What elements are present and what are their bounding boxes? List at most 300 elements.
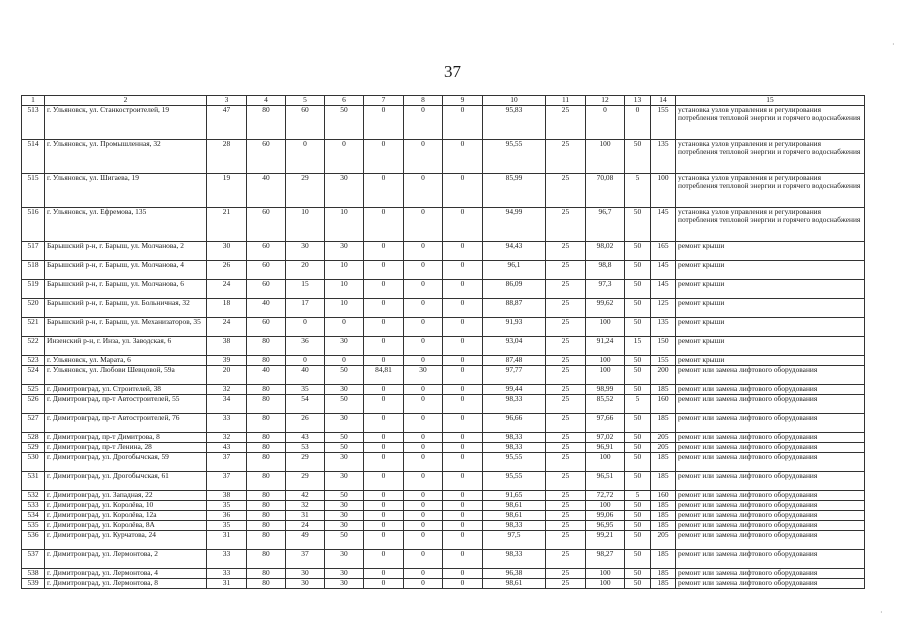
value-cell: 37	[207, 471, 247, 490]
value-cell: 5	[625, 173, 651, 207]
value-cell: 30	[325, 241, 364, 260]
value-cell: 84,81	[364, 365, 404, 384]
row-number-cell: 515	[22, 173, 45, 207]
row-number-cell: 525	[22, 384, 45, 394]
value-cell: 31	[207, 578, 247, 588]
value-cell: 205	[651, 442, 676, 452]
value-cell: 0	[364, 317, 404, 336]
value-cell: 80	[247, 355, 286, 365]
value-cell: 5	[625, 490, 651, 500]
value-cell: 0	[404, 173, 443, 207]
row-number-cell: 521	[22, 317, 45, 336]
address-cell: г. Димитровград, ул. Лермонтова, 2	[45, 549, 207, 568]
value-cell: 37	[286, 549, 325, 568]
value-cell: 135	[651, 139, 676, 173]
value-cell: 60	[247, 279, 286, 298]
value-cell: 25	[546, 105, 586, 139]
value-cell: 0	[404, 432, 443, 442]
value-cell: 80	[247, 336, 286, 355]
value-cell: 0	[443, 432, 483, 442]
value-cell: 50	[625, 207, 651, 241]
address-cell: г. Ульяновск, ул. Станкостроителей, 19	[45, 105, 207, 139]
value-cell: 185	[651, 520, 676, 530]
value-cell: 0	[364, 510, 404, 520]
value-cell: 85,99	[483, 173, 546, 207]
value-cell: 0	[404, 452, 443, 471]
value-cell: 50	[325, 442, 364, 452]
value-cell: 25	[546, 365, 586, 384]
value-cell: 100	[586, 452, 625, 471]
value-cell: 0	[443, 207, 483, 241]
value-cell: 50	[625, 520, 651, 530]
value-cell: 0	[325, 139, 364, 173]
value-cell: 18	[207, 298, 247, 317]
work-type-cell: ремонт крыши	[676, 355, 865, 365]
value-cell: 0	[404, 394, 443, 413]
work-type-cell: ремонт или замена лифтового оборудования	[676, 510, 865, 520]
value-cell: 145	[651, 260, 676, 279]
value-cell: 0	[443, 549, 483, 568]
work-type-cell: ремонт или замена лифтового оборудования	[676, 549, 865, 568]
value-cell: 0	[443, 568, 483, 578]
value-cell: 0	[364, 173, 404, 207]
value-cell: 40	[286, 365, 325, 384]
col-header: 7	[364, 96, 404, 106]
value-cell: 100	[586, 355, 625, 365]
value-cell: 0	[364, 549, 404, 568]
work-type-cell: ремонт крыши	[676, 260, 865, 279]
row-number-cell: 519	[22, 279, 45, 298]
value-cell: 35	[207, 520, 247, 530]
value-cell: 0	[443, 413, 483, 432]
value-cell: 30	[325, 471, 364, 490]
work-type-cell: ремонт или замена лифтового оборудования	[676, 384, 865, 394]
value-cell: 30	[325, 384, 364, 394]
value-cell: 50	[325, 365, 364, 384]
value-cell: 97,5	[483, 530, 546, 549]
value-cell: 25	[546, 471, 586, 490]
value-cell: 98,99	[586, 384, 625, 394]
value-cell: 0	[443, 279, 483, 298]
table-row	[22, 336, 865, 355]
value-cell: 80	[247, 452, 286, 471]
work-type-cell: ремонт крыши	[676, 241, 865, 260]
value-cell: 30	[325, 500, 364, 510]
value-cell: 43	[207, 442, 247, 452]
value-cell: 25	[546, 432, 586, 442]
value-cell: 95,55	[483, 471, 546, 490]
value-cell: 0	[404, 260, 443, 279]
value-cell: 0	[364, 568, 404, 578]
value-cell: 0	[443, 530, 483, 549]
value-cell: 98,02	[586, 241, 625, 260]
col-header: 11	[546, 96, 586, 106]
value-cell: 33	[207, 568, 247, 578]
table-row	[22, 500, 865, 510]
value-cell: 98,61	[483, 510, 546, 520]
value-cell: 0	[364, 207, 404, 241]
work-type-cell: ремонт или замена лифтового оборудования	[676, 442, 865, 452]
value-cell: 0	[364, 442, 404, 452]
register-table	[21, 95, 865, 589]
address-cell: г. Димитровград, ул. Королёва, 12а	[45, 510, 207, 520]
value-cell: 50	[625, 413, 651, 432]
value-cell: 29	[286, 173, 325, 207]
value-cell: 87,48	[483, 355, 546, 365]
value-cell: 100	[586, 365, 625, 384]
value-cell: 50	[625, 442, 651, 452]
value-cell: 30	[207, 241, 247, 260]
value-cell: 99,44	[483, 384, 546, 394]
value-cell: 25	[546, 510, 586, 520]
value-cell: 10	[286, 207, 325, 241]
value-cell: 155	[651, 355, 676, 365]
row-number-cell: 516	[22, 207, 45, 241]
value-cell: 99,06	[586, 510, 625, 520]
value-cell: 0	[404, 490, 443, 500]
value-cell: 91,24	[586, 336, 625, 355]
col-header: 14	[651, 96, 676, 106]
value-cell: 80	[247, 394, 286, 413]
col-header: 8	[404, 96, 443, 106]
value-cell: 0	[443, 578, 483, 588]
value-cell: 0	[286, 139, 325, 173]
value-cell: 20	[207, 365, 247, 384]
value-cell: 50	[625, 139, 651, 173]
row-number-cell: 522	[22, 336, 45, 355]
work-type-cell: ремонт крыши	[676, 279, 865, 298]
value-cell: 25	[546, 317, 586, 336]
value-cell: 80	[247, 578, 286, 588]
value-cell: 30	[325, 173, 364, 207]
row-number-cell: 517	[22, 241, 45, 260]
value-cell: 0	[404, 105, 443, 139]
table-row	[22, 260, 865, 279]
value-cell: 26	[207, 260, 247, 279]
value-cell: 155	[651, 105, 676, 139]
value-cell: 0	[404, 568, 443, 578]
address-cell: г. Ульяновск, ул. Шигаева, 19	[45, 173, 207, 207]
table-row	[22, 452, 865, 471]
value-cell: 50	[325, 432, 364, 442]
row-number-cell: 520	[22, 298, 45, 317]
value-cell: 25	[546, 298, 586, 317]
value-cell: 50	[625, 578, 651, 588]
value-cell: 100	[586, 139, 625, 173]
value-cell: 50	[625, 355, 651, 365]
value-cell: 0	[325, 355, 364, 365]
value-cell: 15	[625, 336, 651, 355]
value-cell: 60	[247, 241, 286, 260]
address-cell: г. Димитровград, ул. Западная, 22	[45, 490, 207, 500]
value-cell: 0	[443, 139, 483, 173]
value-cell: 0	[443, 490, 483, 500]
value-cell: 96,7	[586, 207, 625, 241]
work-type-cell: ремонт или замена лифтового оборудования	[676, 471, 865, 490]
value-cell: 80	[247, 490, 286, 500]
col-header: 5	[286, 96, 325, 106]
address-cell: Барышский р-н, г. Барыш, ул. Молчанова, 6	[45, 279, 207, 298]
value-cell: 185	[651, 578, 676, 588]
value-cell: 100	[651, 173, 676, 207]
value-cell: 0	[443, 365, 483, 384]
table-row	[22, 578, 865, 588]
value-cell: 185	[651, 413, 676, 432]
address-cell: г. Димитровград, ул. Лермонтова, 4	[45, 568, 207, 578]
value-cell: 30	[325, 413, 364, 432]
value-cell: 50	[625, 510, 651, 520]
value-cell: 98,61	[483, 578, 546, 588]
value-cell: 24	[207, 279, 247, 298]
value-cell: 0	[443, 471, 483, 490]
value-cell: 96,91	[586, 442, 625, 452]
value-cell: 0	[443, 298, 483, 317]
value-cell: 91,93	[483, 317, 546, 336]
row-number-cell: 537	[22, 549, 45, 568]
col-header: 4	[247, 96, 286, 106]
address-cell: г. Димитровград, ул. Лермонтова, 8	[45, 578, 207, 588]
address-cell: г. Димитровград, ул. Королёва, 10	[45, 500, 207, 510]
value-cell: 10	[325, 298, 364, 317]
address-cell: г. Димитровград, пр-т Автостроителей, 76	[45, 413, 207, 432]
value-cell: 5	[625, 394, 651, 413]
value-cell: 205	[651, 432, 676, 442]
value-cell: 0	[404, 578, 443, 588]
value-cell: 0	[364, 471, 404, 490]
value-cell: 0	[404, 139, 443, 173]
value-cell: 96,51	[586, 471, 625, 490]
value-cell: 40	[247, 365, 286, 384]
row-number-cell: 527	[22, 413, 45, 432]
value-cell: 30	[325, 510, 364, 520]
value-cell: 30	[286, 568, 325, 578]
table-row	[22, 530, 865, 549]
value-cell: 20	[286, 260, 325, 279]
value-cell: 96,66	[483, 413, 546, 432]
value-cell: 100	[586, 500, 625, 510]
value-cell: 0	[404, 510, 443, 520]
table-row	[22, 279, 865, 298]
value-cell: 0	[364, 298, 404, 317]
value-cell: 100	[586, 578, 625, 588]
value-cell: 25	[546, 384, 586, 394]
work-type-cell: ремонт или замена лифтового оборудования	[676, 578, 865, 588]
value-cell: 0	[443, 452, 483, 471]
value-cell: 50	[625, 317, 651, 336]
value-cell: 43	[286, 432, 325, 442]
value-cell: 185	[651, 500, 676, 510]
value-cell: 35	[207, 500, 247, 510]
value-cell: 30	[286, 578, 325, 588]
col-header: 3	[207, 96, 247, 106]
page-number: 37	[444, 62, 461, 81]
value-cell: 26	[286, 413, 325, 432]
value-cell: 94,43	[483, 241, 546, 260]
work-type-cell: ремонт или замена лифтового оборудования	[676, 413, 865, 432]
row-number-cell: 518	[22, 260, 45, 279]
value-cell: 25	[546, 568, 586, 578]
value-cell: 80	[247, 510, 286, 520]
address-cell: г. Димитровград, ул. Курчатова, 24	[45, 530, 207, 549]
table-row	[22, 520, 865, 530]
value-cell: 70,08	[586, 173, 625, 207]
value-cell: 96,38	[483, 568, 546, 578]
row-number-cell: 523	[22, 355, 45, 365]
work-type-cell: ремонт или замена лифтового оборудования	[676, 490, 865, 500]
address-cell: г. Ульяновск, ул. Промышленная, 32	[45, 139, 207, 173]
work-type-cell: ремонт крыши	[676, 298, 865, 317]
scan-edge-mark: ·	[880, 608, 883, 617]
value-cell: 0	[443, 520, 483, 530]
value-cell: 35	[286, 384, 325, 394]
value-cell: 0	[404, 520, 443, 530]
value-cell: 25	[546, 530, 586, 549]
value-cell: 0	[286, 355, 325, 365]
value-cell: 205	[651, 530, 676, 549]
value-cell: 25	[546, 578, 586, 588]
value-cell: 0	[443, 442, 483, 452]
value-cell: 50	[625, 241, 651, 260]
value-cell: 25	[546, 173, 586, 207]
value-cell: 80	[247, 520, 286, 530]
value-cell: 25	[546, 241, 586, 260]
value-cell: 98,8	[586, 260, 625, 279]
value-cell: 0	[443, 336, 483, 355]
value-cell: 47	[207, 105, 247, 139]
value-cell: 0	[364, 394, 404, 413]
table-row	[22, 384, 865, 394]
table-row	[22, 510, 865, 520]
work-type-cell: установка узлов управления и регулирования потребления тепловой энергии и горячего водоснабжения	[676, 173, 865, 207]
value-cell: 97,3	[586, 279, 625, 298]
work-type-cell: установка узлов управления и регулирования потребления тепловой энергии и горячего водоснабжения	[676, 105, 865, 139]
value-cell: 50	[625, 530, 651, 549]
value-cell: 36	[286, 336, 325, 355]
value-cell: 30	[325, 568, 364, 578]
value-cell: 0	[404, 384, 443, 394]
value-cell: 185	[651, 452, 676, 471]
value-cell: 0	[404, 442, 443, 452]
value-cell: 0	[364, 578, 404, 588]
table-row	[22, 298, 865, 317]
value-cell: 98,33	[483, 442, 546, 452]
table-row	[22, 394, 865, 413]
value-cell: 25	[546, 490, 586, 500]
value-cell: 185	[651, 549, 676, 568]
value-cell: 97,66	[586, 413, 625, 432]
value-cell: 145	[651, 207, 676, 241]
value-cell: 30	[404, 365, 443, 384]
table-row	[22, 471, 865, 490]
value-cell: 25	[546, 355, 586, 365]
col-header: 6	[325, 96, 364, 106]
value-cell: 80	[247, 530, 286, 549]
value-cell: 60	[247, 317, 286, 336]
value-cell: 0	[586, 105, 625, 139]
value-cell: 25	[546, 139, 586, 173]
value-cell: 0	[364, 384, 404, 394]
table-row	[22, 442, 865, 452]
value-cell: 42	[286, 490, 325, 500]
table-row	[22, 490, 865, 500]
value-cell: 31	[207, 530, 247, 549]
value-cell: 145	[651, 279, 676, 298]
value-cell: 0	[364, 520, 404, 530]
value-cell: 19	[207, 173, 247, 207]
value-cell: 135	[651, 317, 676, 336]
value-cell: 80	[247, 471, 286, 490]
value-cell: 72,72	[586, 490, 625, 500]
value-cell: 37	[207, 452, 247, 471]
address-cell: г. Димитровград, ул. Королёва, 8А	[45, 520, 207, 530]
value-cell: 80	[247, 549, 286, 568]
row-number-cell: 536	[22, 530, 45, 549]
value-cell: 25	[546, 549, 586, 568]
value-cell: 96,95	[586, 520, 625, 530]
value-cell: 0	[286, 317, 325, 336]
value-cell: 60	[247, 207, 286, 241]
value-cell: 80	[247, 500, 286, 510]
work-type-cell: ремонт или замена лифтового оборудования	[676, 530, 865, 549]
value-cell: 0	[404, 207, 443, 241]
value-cell: 97,77	[483, 365, 546, 384]
value-cell: 50	[625, 260, 651, 279]
value-cell: 125	[651, 298, 676, 317]
address-cell: Инзенский р-н, г. Инза, ул. Заводская, 6	[45, 336, 207, 355]
value-cell: 33	[207, 413, 247, 432]
value-cell: 25	[546, 452, 586, 471]
value-cell: 10	[325, 279, 364, 298]
table-row	[22, 317, 865, 336]
value-cell: 160	[651, 490, 676, 500]
value-cell: 30	[325, 549, 364, 568]
value-cell: 25	[546, 413, 586, 432]
col-header: 15	[676, 96, 865, 106]
value-cell: 29	[286, 452, 325, 471]
row-number-cell: 531	[22, 471, 45, 490]
value-cell: 80	[247, 105, 286, 139]
address-cell: г. Ульяновск, ул. Ефремова, 135	[45, 207, 207, 241]
value-cell: 95,55	[483, 452, 546, 471]
table-row	[22, 207, 865, 241]
scan-edge-mark: ·	[892, 40, 895, 49]
header-row	[22, 96, 865, 106]
value-cell: 38	[207, 490, 247, 500]
value-cell: 32	[286, 500, 325, 510]
work-type-cell: ремонт крыши	[676, 317, 865, 336]
row-number-cell: 534	[22, 510, 45, 520]
value-cell: 40	[247, 173, 286, 207]
work-type-cell: установка узлов управления и регулирования потребления тепловой энергии и горячего водоснабжения	[676, 207, 865, 241]
value-cell: 0	[364, 432, 404, 442]
value-cell: 80	[247, 442, 286, 452]
value-cell: 0	[443, 173, 483, 207]
value-cell: 0	[625, 105, 651, 139]
row-number-cell: 514	[22, 139, 45, 173]
work-type-cell: ремонт или замена лифтового оборудования	[676, 452, 865, 471]
table-body	[22, 105, 865, 588]
address-cell: Барышский р-н, г. Барыш, ул. Больничная, 32	[45, 298, 207, 317]
value-cell: 36	[207, 510, 247, 520]
value-cell: 185	[651, 568, 676, 578]
value-cell: 39	[207, 355, 247, 365]
value-cell: 10	[325, 260, 364, 279]
value-cell: 21	[207, 207, 247, 241]
work-type-cell: ремонт или замена лифтового оборудования	[676, 520, 865, 530]
value-cell: 0	[443, 260, 483, 279]
value-cell: 0	[443, 317, 483, 336]
value-cell: 185	[651, 510, 676, 520]
